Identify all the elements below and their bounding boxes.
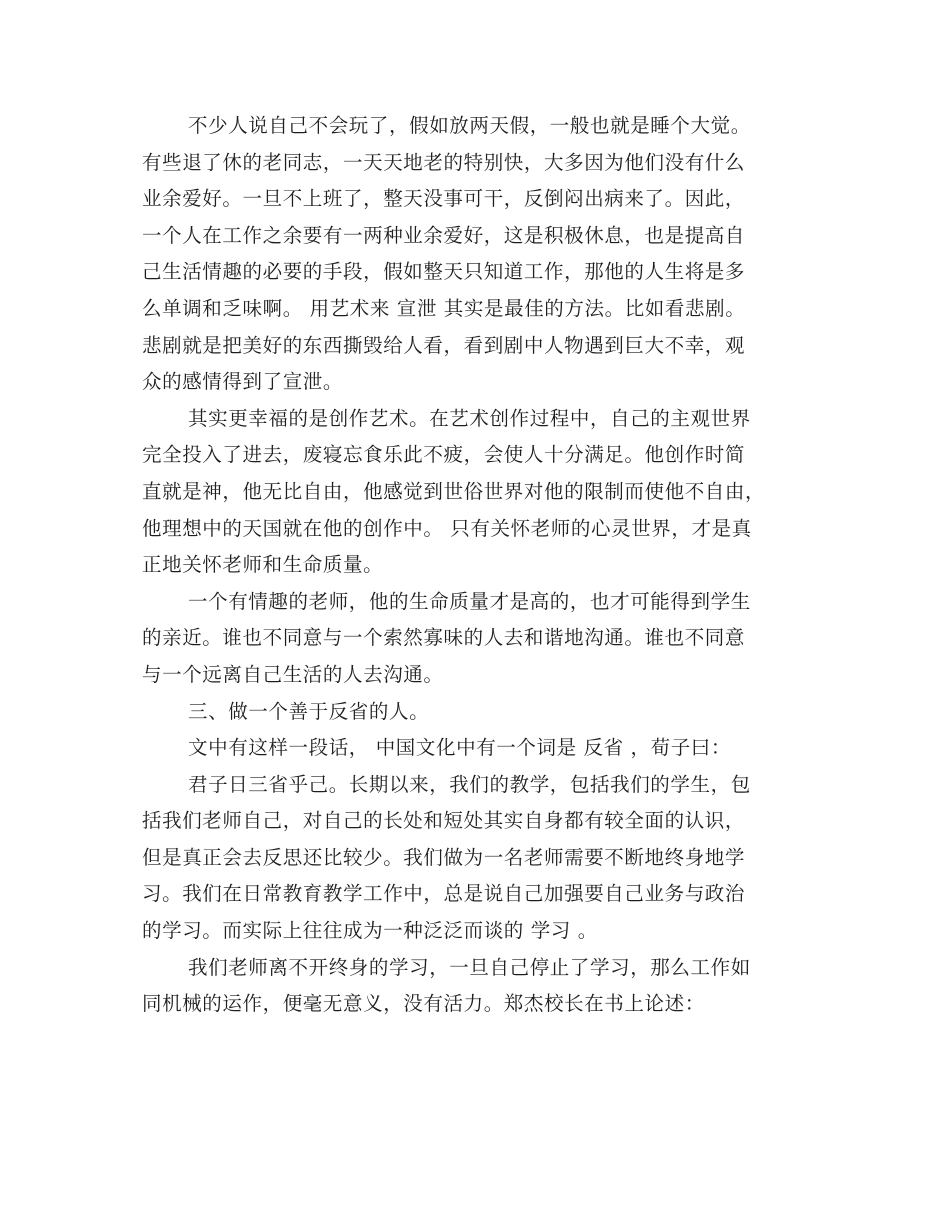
text-line: 业余爱好。一旦不上班了，整天没事可干，反倒闷出病来了。因此， xyxy=(142,187,746,211)
text-line: 直就是神，他无比自由，他感觉到世俗世界对他的限制而使他不自由， xyxy=(142,479,766,503)
text-line: 他理想中的天国就在他的创作中。 只有关怀老师的心灵世界，才是真 xyxy=(142,516,752,540)
text-line: 习。我们在日常教育教学工作中，总是说自己加强要自己业务与政治 xyxy=(142,882,746,906)
text-line: 正地关怀老师和生命质量。 xyxy=(142,553,384,577)
text-line: 同机械的运作，便毫无意义，没有活力。郑杰校长在书上论述： xyxy=(142,992,705,1016)
text-line: 的学习。而实际上往往成为一种泛泛而谈的 学习 。 xyxy=(142,919,598,943)
document-body xyxy=(142,108,807,1023)
text-line: 其实更幸福的是创作艺术。在艺术创作过程中，自己的主观世界 xyxy=(188,406,751,430)
text-line: 君子日三省乎己。长期以来，我们的教学，包括我们的学生，包 xyxy=(188,772,751,796)
text-line: 完全投入了进去，废寝忘食乐此不疲，会使人十分满足。他创作时简 xyxy=(142,443,746,467)
text-line: 我们老师离不开终身的学习，一旦自己停止了学习，那么工作如 xyxy=(188,955,751,979)
text-line: 文中有这样一段话， 中国文化中有一个词是 反省 ，荀子曰： xyxy=(188,736,731,760)
text-line: 有些退了休的老同志，一天天地老的特别快，大多因为他们没有什么 xyxy=(142,150,746,174)
text-line: 一个有情趣的老师，他的生命质量才是高的，也才可能得到学生 xyxy=(188,589,751,613)
text-line: 一个人在工作之余要有一两种业余爱好，这是积极休息，也是提高自 xyxy=(142,223,746,247)
text-line: 众的感情得到了宣泄。 xyxy=(142,370,344,394)
text-line: 不少人说自己不会玩了，假如放两天假，一般也就是睡个大觉。 xyxy=(188,114,751,137)
text-line: 么单调和乏味啊。 用艺术来 宣泄 其实是最佳的方法。比如看悲剧。 xyxy=(142,296,746,320)
text-line: 括我们老师自己，对自己的长处和短处其实自身都有较全面的认识， xyxy=(142,809,746,833)
section-heading: 三、做一个善于反省的人。 xyxy=(188,699,430,723)
text-line: 己生活情趣的必要的手段，假如整天只知道工作，那他的人生将是多 xyxy=(142,260,746,284)
text-line: 与一个远离自己生活的人去沟通。 xyxy=(142,662,444,686)
text-line: 但是真正会去反思还比较少。我们做为一名老师需要不断地终身地学 xyxy=(142,845,746,869)
text-line: 悲剧就是把美好的东西撕毁给人看，看到剧中人物遇到巨大不幸，观 xyxy=(142,333,746,357)
text-line: 的亲近。谁也不同意与一个索然寡味的人去和谐地沟通。谁也不同意 xyxy=(142,626,746,650)
